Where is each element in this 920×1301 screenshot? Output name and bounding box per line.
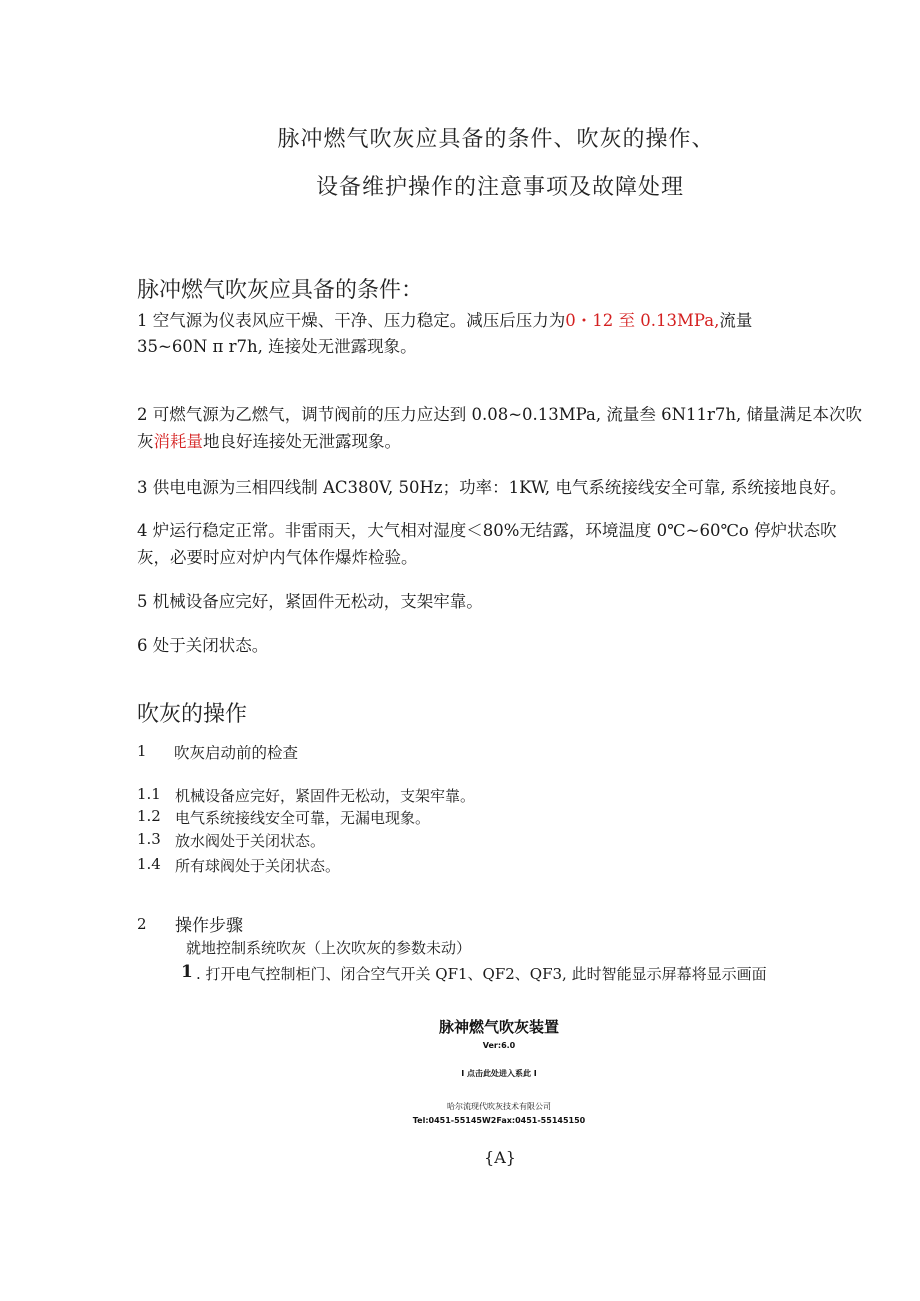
sub1-label: 吹灰启动前的检查 (174, 744, 299, 762)
item6: 6 处于关闭状态。 (137, 636, 269, 655)
check-1-4-num: 1.4 (137, 855, 161, 873)
check-1-2-text: 电气系统接线安全可靠，无漏电现象。 (175, 809, 431, 827)
check-1-1-num: 1.1 (137, 785, 161, 803)
screen-company: 哈尔流现代吹灰技术有限公司 (447, 1102, 551, 1111)
item2-line2 (137, 428, 401, 456)
item1-text-a: 1 空气源为仪表风应干燥、干净、压力稳定。减压后压力为 (137, 311, 566, 330)
screen-contact: Tel:0451-55145W2Fax:0451-55145150 (412, 1116, 586, 1125)
section2-heading: 吹灰的操作 (137, 702, 248, 727)
figure-caption: {A} (484, 1148, 516, 1167)
sub2-num: 2 (137, 915, 147, 933)
item2-text-a: 灰 (137, 432, 154, 451)
item2-line1: 2 可燃气源为乙燃气，调节阀前的压力应达到 0.08~0.13MPa, 流量叁 6N11r7h, 储量满足本次吹 (137, 405, 863, 424)
check-1-1-text: 机械设备应完好，紧固件无松动，支架牢靠。 (175, 787, 476, 805)
page-title-line1: 脉冲燃气吹灰应具备的条件、吹灰的操作、 (277, 127, 715, 152)
item5: 5 机械设备应完好，紧固件无松动，支架牢靠。 (137, 592, 483, 611)
check-1-4-text: 所有球阀处于关闭状态。 (175, 857, 341, 875)
screen-version: Ver:6.0 (482, 1041, 516, 1050)
item1-text-b: 流量 (719, 311, 753, 330)
check-1-3-text: 放水阀处于关闭状态。 (175, 832, 326, 850)
item1-line1 (137, 307, 752, 335)
item2-consumption-red: 消耗量 (153, 432, 203, 451)
sub2-label: 操作步骤 (175, 916, 243, 936)
step-num: 1 (181, 962, 193, 982)
screen-title: 脉神燃气吹灰装置 (438, 1018, 560, 1036)
item2-text-b: 地良好连接处无泄露现象。 (203, 432, 401, 451)
check-1-2-num: 1.2 (137, 807, 161, 825)
page-title-line2: 设备维护操作的注意事项及故障处理 (315, 175, 685, 200)
sub1-num: 1 (137, 742, 147, 760)
sub2-intro: 就地控制系统吹灰（上次吹灰的参数未动） (186, 939, 472, 957)
step-text: . 打开电气控制柜门、闭合空气开关 QF1、QF2、QF3, 此时智能显示屏幕将显示画面 (196, 965, 767, 983)
item4-line1: 4 炉运行稳定正常。非雷雨天，大气相对湿度＜80%无结露，环境温度 0℃~60℃o 停炉状态吹 (137, 521, 837, 540)
section1-heading: 脉冲燃气吹灰应具备的条件： (137, 278, 424, 303)
check-1-3-num: 1.3 (137, 830, 161, 848)
item1-pressure-red: 0・12 至 0.13MPa, (565, 311, 720, 330)
item4-line2: 灰，必要时应对炉内气体作爆炸检验。 (137, 548, 418, 567)
item3: 3 供电电源为三相四线制 AC380V, 50Hz；功率：1KW, 电气系统接线安全可靠, 系统接地良好。 (137, 478, 847, 497)
item1-line2: 35~60N π r7h, 连接处无泄露现象。 (137, 337, 417, 356)
screen-enter-button: I 点击此处进入系此 I (461, 1069, 537, 1078)
